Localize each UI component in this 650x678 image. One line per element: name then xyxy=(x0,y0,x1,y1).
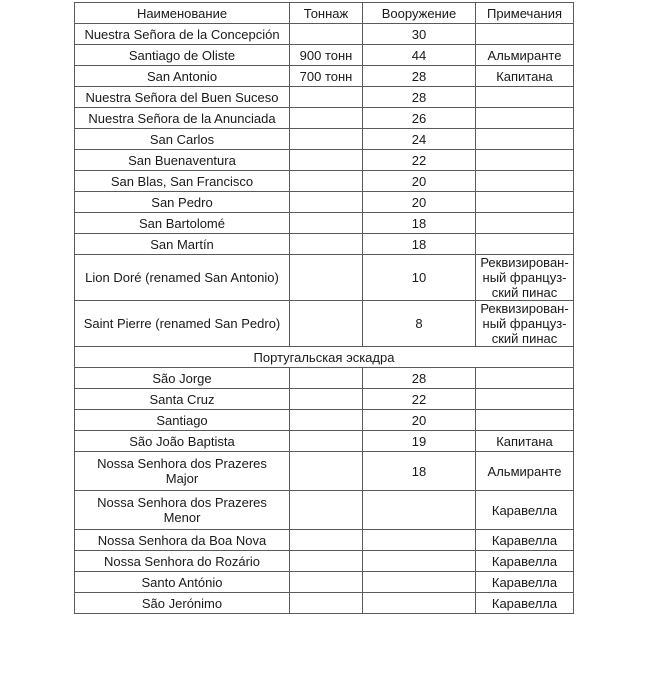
notes-cell xyxy=(476,108,574,129)
table-row xyxy=(75,108,574,129)
header-row xyxy=(75,3,574,24)
section-title: Португальская эскадра xyxy=(75,347,574,368)
notes-cell xyxy=(476,24,574,45)
ship-name-cell: Nossa Senhora da Boa Nova xyxy=(75,530,290,551)
table-row xyxy=(75,389,574,410)
armament-cell: 20 xyxy=(363,171,476,192)
notes-cell xyxy=(476,150,574,171)
tonnage-cell xyxy=(290,24,363,45)
tonnage-cell xyxy=(290,368,363,389)
ship-name-cell: Santiago de Oliste xyxy=(75,45,290,66)
notes-cell: Каравелла xyxy=(476,593,574,614)
armament-cell: 22 xyxy=(363,389,476,410)
armament-cell xyxy=(363,491,476,530)
table-row xyxy=(75,368,574,389)
notes-cell xyxy=(476,410,574,431)
armament-cell: 24 xyxy=(363,129,476,150)
header-tonnage: Тоннаж xyxy=(290,3,363,24)
table-row xyxy=(75,66,574,87)
notes-cell xyxy=(476,234,574,255)
notes-cell: Реквизирован- ный француз- ский пинас xyxy=(476,255,574,301)
notes-cell: Капитана xyxy=(476,66,574,87)
armament-cell: 18 xyxy=(363,452,476,491)
tonnage-cell xyxy=(290,530,363,551)
tonnage-cell xyxy=(290,410,363,431)
tonnage-cell xyxy=(290,255,363,301)
armament-cell: 8 xyxy=(363,301,476,347)
table-row xyxy=(75,431,574,452)
notes-cell xyxy=(476,368,574,389)
ship-name-cell: Santiago xyxy=(75,410,290,431)
armament-cell: 10 xyxy=(363,255,476,301)
tonnage-cell xyxy=(290,491,363,530)
tonnage-cell xyxy=(290,572,363,593)
ship-name-cell: Saint Pierre (renamed San Pedro) xyxy=(75,301,290,347)
header-name: Наименование xyxy=(75,3,290,24)
ship-name-cell: São João Baptista xyxy=(75,431,290,452)
tonnage-cell xyxy=(290,234,363,255)
notes-cell: Каравелла xyxy=(476,530,574,551)
tonnage-cell: 900 тонн xyxy=(290,45,363,66)
tonnage-cell xyxy=(290,192,363,213)
table-row xyxy=(75,593,574,614)
table-row xyxy=(75,410,574,431)
notes-cell xyxy=(476,171,574,192)
table-row xyxy=(75,24,574,45)
table-row xyxy=(75,255,574,301)
notes-cell: Каравелла xyxy=(476,491,574,530)
armament-cell: 22 xyxy=(363,150,476,171)
notes-cell xyxy=(476,129,574,150)
tonnage-cell xyxy=(290,593,363,614)
table-row xyxy=(75,301,574,347)
tonnage-cell xyxy=(290,389,363,410)
armament-cell: 44 xyxy=(363,45,476,66)
section-row xyxy=(75,347,574,368)
notes-cell: Капитана xyxy=(476,431,574,452)
ship-name-cell: San Bartolomé xyxy=(75,213,290,234)
notes-cell: Альмиранте xyxy=(476,45,574,66)
armament-cell: 28 xyxy=(363,368,476,389)
tonnage-cell xyxy=(290,301,363,347)
notes-cell xyxy=(476,87,574,108)
table-row xyxy=(75,572,574,593)
ship-name-cell: São Jerónimo xyxy=(75,593,290,614)
ship-name-cell: San Martín xyxy=(75,234,290,255)
armament-cell xyxy=(363,530,476,551)
armament-cell xyxy=(363,572,476,593)
fleet-table xyxy=(74,2,574,614)
ship-name-cell: Nuestra Señora del Buen Suceso xyxy=(75,87,290,108)
table-row xyxy=(75,129,574,150)
armament-cell: 19 xyxy=(363,431,476,452)
notes-cell xyxy=(476,192,574,213)
armament-cell: 26 xyxy=(363,108,476,129)
armament-cell: 20 xyxy=(363,192,476,213)
ship-name-cell: San Antonio xyxy=(75,66,290,87)
ship-name-cell: Nuestra Señora de la Anunciada xyxy=(75,108,290,129)
table-row xyxy=(75,452,574,491)
table-row xyxy=(75,192,574,213)
notes-cell: Каравелла xyxy=(476,572,574,593)
tonnage-cell xyxy=(290,150,363,171)
notes-cell xyxy=(476,213,574,234)
tonnage-cell: 700 тонн xyxy=(290,66,363,87)
ship-name-cell: Nossa Senhora dos Prazeres Major xyxy=(75,452,290,491)
ship-name-cell: San Carlos xyxy=(75,129,290,150)
tonnage-cell xyxy=(290,129,363,150)
tonnage-cell xyxy=(290,551,363,572)
table-row xyxy=(75,530,574,551)
armament-cell: 28 xyxy=(363,66,476,87)
ship-name-cell: San Buenaventura xyxy=(75,150,290,171)
tonnage-cell xyxy=(290,108,363,129)
armament-cell: 30 xyxy=(363,24,476,45)
ship-name-cell: San Pedro xyxy=(75,192,290,213)
notes-cell: Альмиранте xyxy=(476,452,574,491)
tonnage-cell xyxy=(290,452,363,491)
ship-name-cell: Nuestra Señora de la Concepción xyxy=(75,24,290,45)
table-row xyxy=(75,171,574,192)
armament-cell xyxy=(363,593,476,614)
armament-cell xyxy=(363,551,476,572)
armament-cell: 20 xyxy=(363,410,476,431)
armament-cell: 28 xyxy=(363,87,476,108)
table-row xyxy=(75,150,574,171)
header-notes: Примечания xyxy=(476,3,574,24)
tonnage-cell xyxy=(290,431,363,452)
ship-name-cell: San Blas, San Francisco xyxy=(75,171,290,192)
table-row xyxy=(75,213,574,234)
ship-name-cell: Santo António xyxy=(75,572,290,593)
header-armament: Вооружение xyxy=(363,3,476,24)
table-body xyxy=(75,24,574,614)
ship-name-cell: São Jorge xyxy=(75,368,290,389)
ship-name-cell: Nossa Senhora dos Prazeres Menor xyxy=(75,491,290,530)
table-row xyxy=(75,45,574,66)
notes-cell: Каравелла xyxy=(476,551,574,572)
armament-cell: 18 xyxy=(363,213,476,234)
table-row xyxy=(75,234,574,255)
table-row xyxy=(75,87,574,108)
table-row xyxy=(75,491,574,530)
tonnage-cell xyxy=(290,171,363,192)
ship-name-cell: Santa Cruz xyxy=(75,389,290,410)
notes-cell xyxy=(476,389,574,410)
ship-name-cell: Lion Doré (renamed San Antonio) xyxy=(75,255,290,301)
notes-cell: Реквизирован- ный француз- ский пинас xyxy=(476,301,574,347)
ship-name-cell: Nossa Senhora do Rozário xyxy=(75,551,290,572)
tonnage-cell xyxy=(290,87,363,108)
armament-cell: 18 xyxy=(363,234,476,255)
tonnage-cell xyxy=(290,213,363,234)
table-row xyxy=(75,551,574,572)
